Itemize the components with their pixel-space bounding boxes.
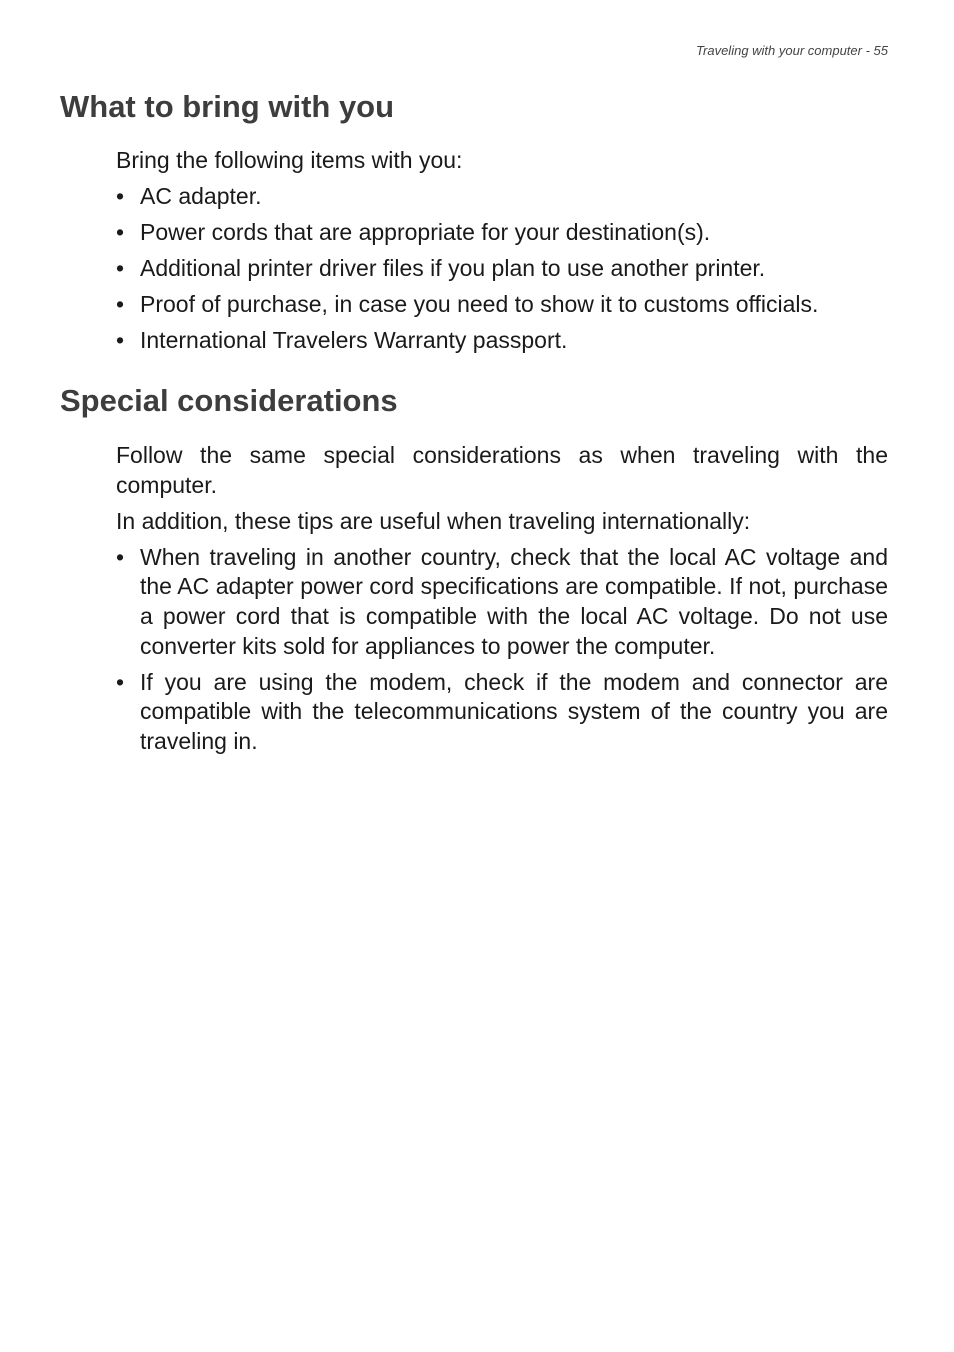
bring-list bbox=[116, 182, 888, 356]
bullet-icon: • bbox=[116, 219, 125, 246]
bullet-icon: • bbox=[116, 255, 125, 282]
list-item bbox=[116, 543, 888, 661]
bullet-icon: • bbox=[116, 183, 125, 210]
running-header: Traveling with your computer - 55 bbox=[696, 43, 888, 58]
bring-intro: Bring the following items with you: bbox=[116, 147, 463, 173]
list-item bbox=[116, 290, 888, 320]
bullet-icon: • bbox=[116, 543, 125, 570]
list-item bbox=[116, 668, 888, 757]
bullet-icon: • bbox=[116, 668, 125, 695]
list-item-text: If you are using the modem, check if the modem and connector are compatible with the telecommunications system of the country you are traveling in. bbox=[140, 668, 888, 754]
special-paragraph: In addition, these tips are useful when traveling internationally: bbox=[116, 507, 751, 534]
section-heading-special-considerations: Special considerations bbox=[60, 383, 398, 418]
list-item-text: Additional printer driver files if you plan to use another printer. bbox=[140, 255, 766, 282]
list-item-text: Power cords that are appropriate for your destination(s). bbox=[140, 219, 711, 246]
section-heading-what-to-bring: What to bring with you bbox=[60, 89, 395, 124]
list-item-text: AC adapter. bbox=[140, 183, 262, 210]
what-to-bring-body bbox=[116, 146, 888, 363]
special-considerations-body bbox=[116, 441, 888, 763]
list-item-text: When traveling in another country, check that the local AC voltage and the AC adapter power cord specifications are compatible. If not, purchase a power cord that is compatible with the local AC voltage. Do not use converter kits sold for appliances to power the computer. bbox=[140, 543, 888, 659]
list-item bbox=[116, 182, 888, 212]
list-item bbox=[116, 254, 888, 284]
list-item-text: Proof of purchase, in case you need to show it to customs officials. bbox=[140, 291, 819, 318]
special-list bbox=[116, 543, 888, 757]
special-paragraph: Follow the same special considerations as when traveling with the computer. bbox=[116, 442, 888, 498]
list-item bbox=[116, 218, 888, 248]
bullet-icon: • bbox=[116, 327, 125, 354]
list-item-text: International Travelers Warranty passport. bbox=[140, 327, 568, 354]
list-item bbox=[116, 326, 888, 356]
bullet-icon: • bbox=[116, 291, 125, 318]
